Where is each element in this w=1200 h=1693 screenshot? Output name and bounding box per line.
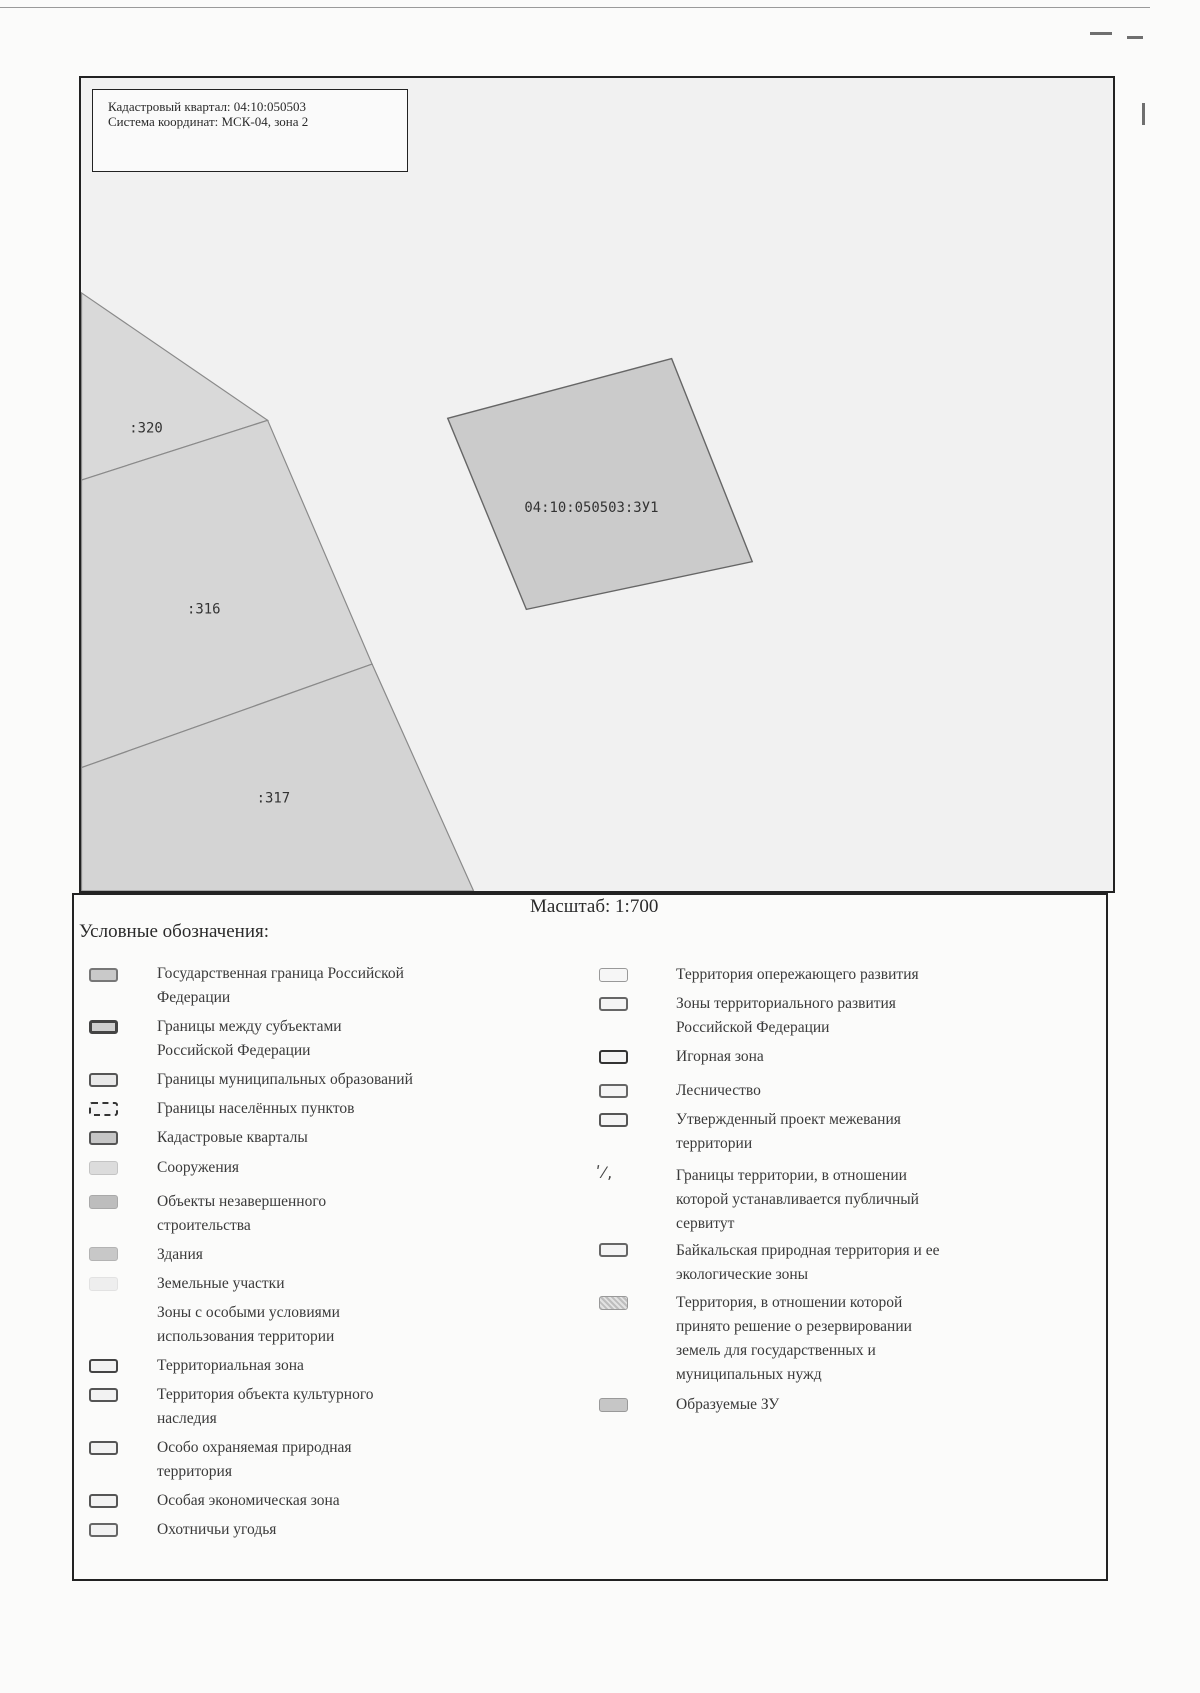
territorial-zone-icon	[89, 1359, 118, 1373]
reserved-land-icon	[599, 1296, 628, 1310]
legend-item-advanced-development: Территория опережающего развития	[676, 966, 919, 983]
unfinished-construction-icon	[89, 1195, 118, 1209]
cadastral-quarter-icon	[89, 1131, 118, 1145]
legend-item-new-plot: Образуемые ЗУ	[676, 1396, 780, 1413]
baikal-territory-icon	[599, 1243, 628, 1257]
legend-item-zones-special-use: Зоны с особыми условиями использования территории	[157, 1304, 340, 1345]
legend-item-state-border: Государственная граница Российской Федерации	[157, 965, 404, 1006]
cultural-heritage-icon	[89, 1388, 118, 1402]
hunting-grounds-icon	[89, 1523, 118, 1537]
map-info-box	[92, 89, 408, 172]
legend-item-reserved-land: Территория, в отношении которой принято решение о резервировании земель для государственных и муниципальных нужд	[676, 1294, 912, 1383]
economic-zone-icon	[89, 1494, 118, 1508]
parcel-label-317: :317	[256, 790, 291, 807]
settlement-border-icon	[89, 1102, 118, 1116]
municipal-border-icon	[89, 1073, 118, 1087]
legend-item-baikal-territory: Байкальская природная территория и ее экологические зоны	[676, 1242, 940, 1283]
scan-mark	[1142, 103, 1145, 125]
scan-mark	[1127, 36, 1143, 39]
legend-title: Условные обозначения:	[79, 921, 270, 942]
legend-item-subject-border: Границы между субъектами Российской Федерации	[157, 1018, 342, 1059]
legend-item-survey-project: Утвержденный проект межевания территории	[676, 1111, 901, 1152]
legend-item-land-plot: Земельные участки	[157, 1275, 285, 1292]
legend-item-hunting-grounds: Охотничьи угодья	[157, 1521, 277, 1538]
legend-item-municipal-border: Границы муниципальных образований	[157, 1071, 413, 1088]
parcel-label-320: :320	[129, 420, 163, 437]
territorial-development-icon	[599, 997, 628, 1011]
forestry-icon	[599, 1084, 628, 1098]
legend-item-servitude: Границы территории, в отношении которой устанавливается публичный сервитут	[676, 1167, 919, 1232]
state-border-icon	[89, 968, 118, 982]
legend-item-structure: Сооружения	[157, 1159, 240, 1176]
building-icon	[89, 1247, 118, 1261]
map-view[interactable]	[79, 76, 1115, 893]
structure-icon	[89, 1161, 118, 1175]
coordinate-system-label: Система координат: МСК-04, зона 2	[108, 114, 309, 129]
survey-project-icon	[599, 1113, 628, 1127]
land-plot-icon	[89, 1277, 118, 1291]
legend-item-cadastral-quarter: Кадастровые кварталы	[157, 1129, 308, 1146]
legend-item-territorial-development: Зоны территориального развития Российской Федерации	[676, 995, 896, 1036]
map-scale: Масштаб: 1:700	[530, 896, 659, 917]
advanced-development-icon	[599, 968, 628, 982]
scan-edge-line	[0, 7, 1150, 8]
new-plot-icon	[599, 1398, 628, 1412]
subject-border-icon	[89, 1020, 118, 1034]
legend-item-building: Здания	[157, 1246, 203, 1263]
legend-item-territorial-zone: Территориальная зона	[157, 1357, 304, 1374]
legend-item-cultural-heritage: Территория объекта культурного наследия	[157, 1386, 374, 1427]
legend-item-unfinished-construction: Объекты незавершенного строительства	[157, 1193, 327, 1234]
legend-item-forestry: Лесничество	[676, 1082, 761, 1099]
parcel-label-316: :316	[187, 601, 221, 618]
scan-mark	[1090, 32, 1112, 35]
legend-item-economic-zone: Особая экономическая зона	[157, 1492, 340, 1509]
legend-item-gambling-zone: Игорная зона	[676, 1048, 764, 1065]
gambling-zone-icon	[599, 1050, 628, 1064]
servitude-icon: ʹ⁄,	[596, 1163, 615, 1182]
legend-item-settlement-border: Границы населённых пунктов	[157, 1100, 355, 1117]
cadastral-quarter-label: Кадастровый квартал: 04:10:050503	[108, 99, 307, 114]
legend-item-protected-area: Особо охраняемая природная территория	[157, 1439, 352, 1480]
protected-area-icon	[89, 1441, 118, 1455]
parcel-label-new: 04:10:050503:ЗУ1	[524, 499, 659, 516]
